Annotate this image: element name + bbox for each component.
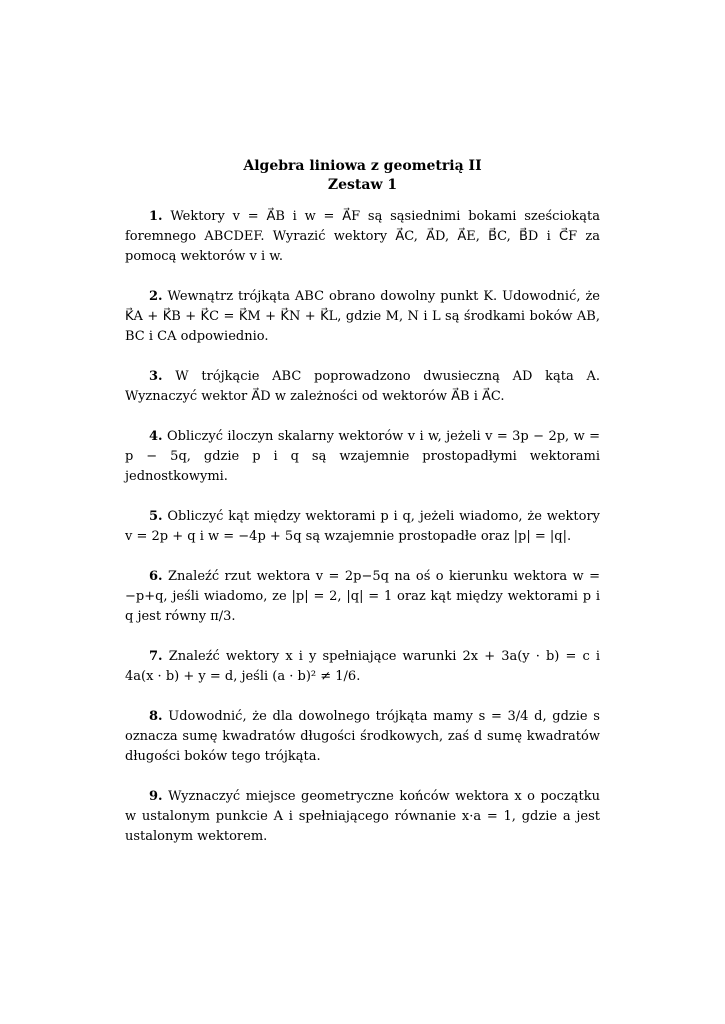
problem-8-text: Udowodnić, że dla dowolnego trójkąta mamy s = 3/4 d, gdzie s oznacza sumę kwadratów długości środkowych, zaś d sumę kwadratów długości boków tego trójkąta. [125,709,600,764]
problem-4 [125,427,600,487]
problem-9 [125,787,600,847]
problem-1-text: Wektory v = A⃗B i w = A⃗F są sąsiednimi bokami sześciokąta foremnego ABCDEF. Wyrazić wektory A⃗C, A⃗D, A⃗E, B⃗C, B⃗D i C⃗F za pomocą wektorów v i w. [125,209,600,264]
problem-5-number: 5. [149,509,163,524]
problem-7 [125,647,600,687]
problem-9-number: 9. [149,789,163,804]
problem-9-text: Wyznaczyć miejsce geometryczne końców wektora x o początku w ustalonym punkcie A i spełniającego równanie x·a = 1, gdzie a jest ustalonym wektorem. [125,789,600,844]
document-subtitle: Zestaw 1 [327,177,398,193]
problem-5-text: Obliczyć kąt między wektorami p i q, jeżeli wiadomo, że wektory v = 2p + q i w = −4p + 5q są wzajemnie prostopadłe oraz |p| = |q|. [125,509,601,544]
problem-2-number: 2. [149,289,163,304]
problem-2-text: Wewnątrz trójkąta ABC obrano dowolny punkt K. Udowodnić, że K⃗A + K⃗B + K⃗C = K⃗M + K⃗N + K⃗L, gdzie M, N i L są środkami boków AB, BC i CA odpowiednio. [125,289,600,344]
problem-7-number: 7. [149,649,163,664]
problem-1 [125,207,600,267]
problem-8 [125,707,600,767]
document-header [0,157,725,195]
problem-2 [125,287,600,347]
problem-8-number: 8. [149,709,163,724]
problem-list [125,207,600,867]
problem-4-number: 4. [149,429,163,444]
problem-6-number: 6. [149,569,163,584]
problem-7-text: Znaleźć wektory x i y spełniające warunki 2x + 3a(y · b) = c i 4a(x · b) + y = d, jeśli (a · b)² ≠ 1/6. [125,649,600,684]
problem-4-text: Obliczyć iloczyn skalarny wektorów v i w, jeżeli v = 3p − 2p, w = p − 5q, gdzie p i q są wzajemnie prostopadłymi wektorami jednostkowymi. [125,429,600,484]
document-title: Algebra liniowa z geometrią II [243,158,482,174]
problem-6-text: Znaleźć rzut wektora v = 2p−5q na oś o kierunku wektora w = −p+q, jeśli wiadomo, ze |p| = 2, |q| = 1 oraz kąt między wektorami p i q jest równy π/3. [125,569,600,624]
problem-5 [125,507,600,547]
problem-3-text: W trójkącie ABC poprowadzono dwusieczną AD kąta A. Wyznaczyć wektor A⃗D w zależności od wektorów A⃗B i A⃗C. [125,369,600,404]
problem-1-number: 1. [149,209,163,224]
problem-6 [125,567,600,627]
problem-3-number: 3. [149,369,163,384]
problem-3 [125,367,600,407]
